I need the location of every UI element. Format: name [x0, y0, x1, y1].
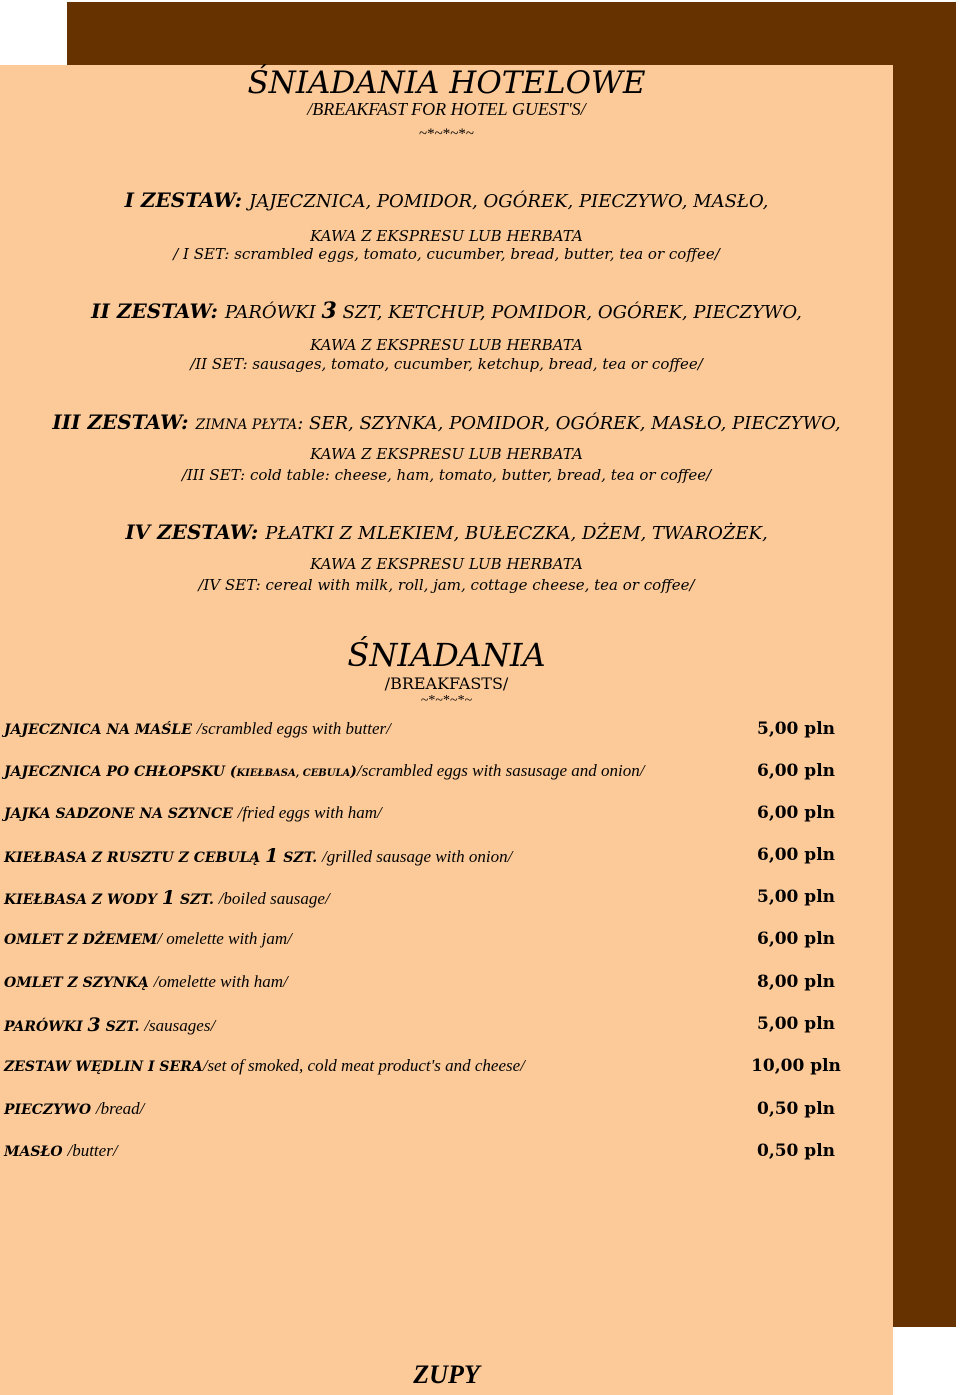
- set-3-drink: KAWA Z EKSPRESU LUB HERBATA: [310, 445, 583, 463]
- page-title: ŚNIADANIA HOTELOWE: [247, 65, 646, 101]
- set-3-title: III ZESTAW: ZIMNA PŁYTA: SER, SZYNKA, POMIDOR, OGÓREK, MASŁO, PIECZYWO,: [52, 410, 841, 434]
- set-3-english: /III SET: cold table: cheese, ham, tomato, butter, bread, tea or coffee/: [181, 466, 712, 484]
- menu-item-price: 6,00 pln: [756, 845, 836, 865]
- menu-item: JAJKA SADZONE NA SZYNCE /fried eggs with ham/: [4, 803, 382, 822]
- menu-item: OMLET Z DŻEMEM/ omelette with jam/: [4, 929, 292, 948]
- set-4-title: IV ZESTAW: PŁATKI Z MLEKIEM, BUŁECZKA, DŻEM, TWAROŻEK,: [125, 520, 768, 544]
- breakfasts-subtitle: /BREAKFASTS/: [384, 674, 509, 693]
- section-heading-soups: ZUPY: [413, 1360, 480, 1389]
- breakfasts-title: ŚNIADANIA: [347, 636, 546, 674]
- menu-item-price: 6,00 pln: [756, 761, 836, 781]
- set-1-drink: KAWA Z EKSPRESU LUB HERBATA: [310, 227, 583, 245]
- menu-item: PIECZYWO /bread/: [4, 1099, 145, 1118]
- set-2-title: II ZESTAW: PARÓWKI 3 SZT, KETCHUP, POMIDOR, OGÓREK, PIECZYWO,: [91, 298, 802, 324]
- set-1-title: I ZESTAW: JAJECZNICA, POMIDOR, OGÓREK, PIECZYWO, MASŁO,: [124, 188, 769, 212]
- set-2-english: /II SET: sausages, tomato, cucumber, ketchup, bread, tea or coffee/: [190, 355, 703, 373]
- breakfasts-decoration: ~*~*~*~: [420, 693, 473, 708]
- menu-item-price: 6,00 pln: [756, 929, 836, 949]
- menu-item: JAJECZNICA NA MAŚLE /scrambled eggs with butter/: [4, 719, 391, 738]
- menu-item: MASŁO /butter/: [4, 1141, 118, 1160]
- menu-item-price: 5,00 pln: [756, 1014, 836, 1034]
- set-4-drink: KAWA Z EKSPRESU LUB HERBATA: [310, 555, 583, 573]
- set-1-english: / I SET: scrambled eggs, tomato, cucumber, bread, butter, tea or coffee/: [173, 245, 720, 263]
- menu-item-price: 6,00 pln: [756, 803, 836, 823]
- menu-item: PARÓWKI 3 SZT. /sausages/: [4, 1014, 216, 1036]
- menu-item-price: 0,50 pln: [756, 1099, 836, 1119]
- set-4-english: /IV SET: cereal with milk, roll, jam, cottage cheese, tea or coffee/: [198, 576, 695, 594]
- menu-item: KIEŁBASA Z WODY 1 SZT. /boiled sausage/: [4, 887, 330, 909]
- menu-item: JAJECZNICA PO CHŁOPSKU (KIEŁBASA, CEBULA)/scrambled eggs with sasusage and onion/: [4, 761, 645, 780]
- page-subtitle: /BREAKFAST FOR HOTEL GUEST'S/: [307, 99, 586, 119]
- decoration: ~*~*~*~: [419, 126, 474, 142]
- menu-item: OMLET Z SZYNKĄ /omelette with ham/: [4, 972, 288, 991]
- menu-item-price: 0,50 pln: [756, 1141, 836, 1161]
- menu-item: ZESTAW WĘDLIN I SERA/set of smoked, cold meat product's and cheese/: [4, 1056, 525, 1075]
- menu-item-price: 5,00 pln: [756, 887, 836, 907]
- menu-item-price: 10,00 pln: [751, 1056, 841, 1076]
- menu-item: KIEŁBASA Z RUSZTU Z CEBULĄ 1 SZT. /grilled sausage with onion/: [4, 845, 513, 867]
- set-2-drink: KAWA Z EKSPRESU LUB HERBATA: [310, 336, 583, 354]
- menu-item-price: 5,00 pln: [756, 719, 836, 739]
- menu-item-price: 8,00 pln: [756, 972, 836, 992]
